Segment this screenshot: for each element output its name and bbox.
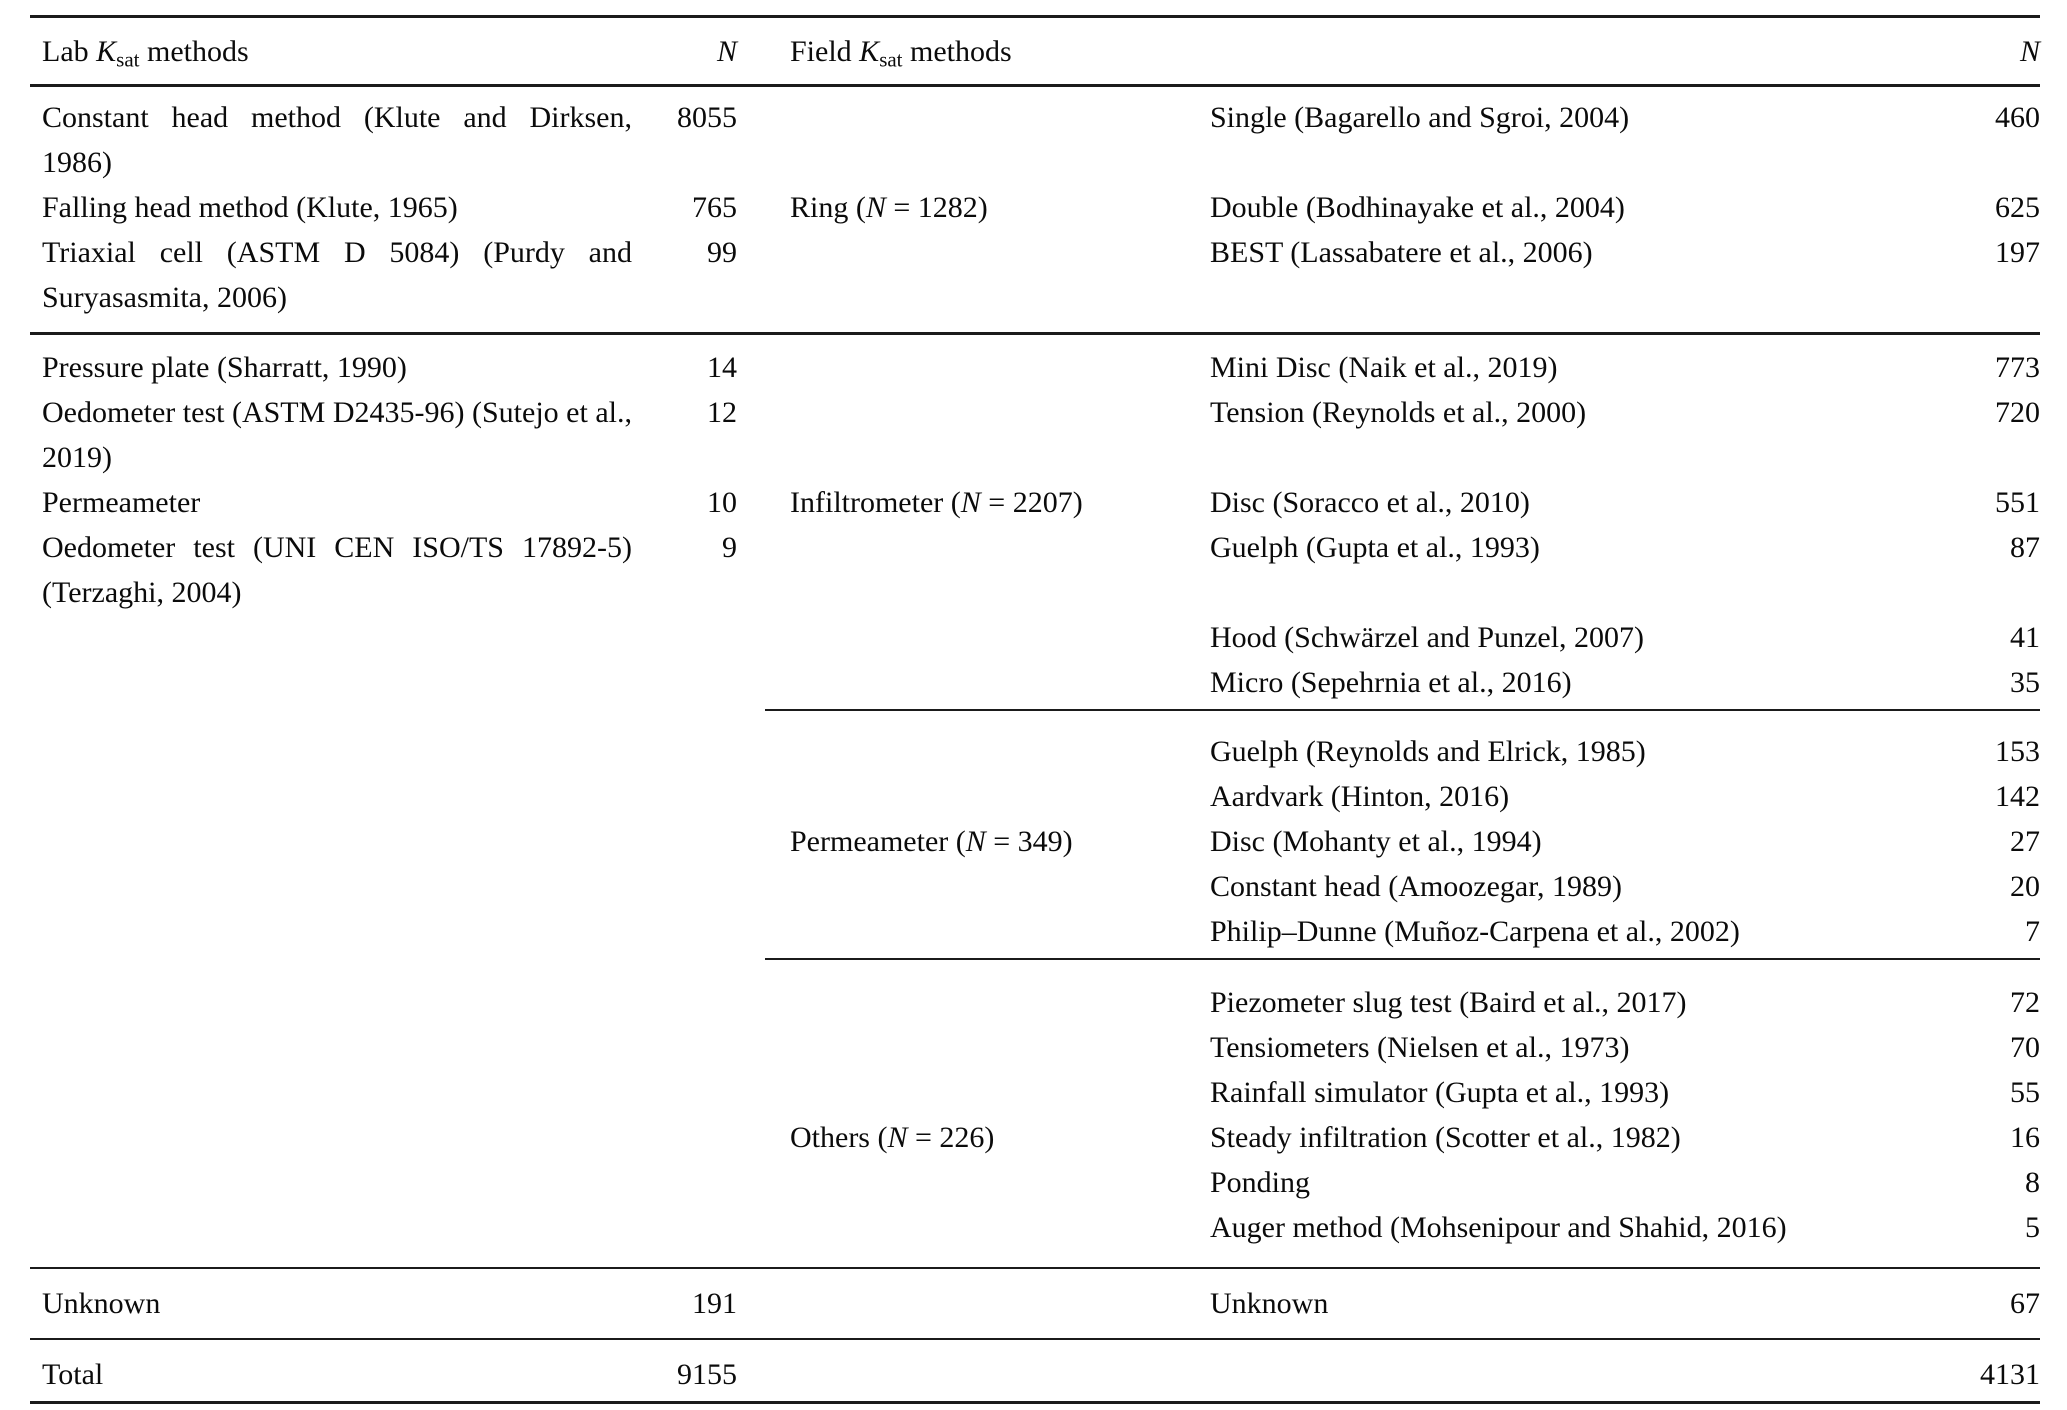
field-group-others xyxy=(765,958,2040,1267)
lab-method: Oedometer test (ASTM D2435-96) (Sutejo et al., 2019) xyxy=(42,396,632,474)
field-method-count: 20 xyxy=(2010,870,2040,903)
field-method: Steady infiltration (Scotter et al., 1982) xyxy=(1210,1121,1681,1154)
field-group-label-others: Others (N = 226) xyxy=(790,1121,995,1154)
lab-unknown-count: 191 xyxy=(692,1287,737,1320)
lab-method: Triaxial cell (ASTM D 5084) (Purdy and Suryasasmita, 2006) xyxy=(42,236,632,314)
field-unknown-label: Unknown xyxy=(1210,1287,1329,1320)
lab-method-count: 99 xyxy=(707,236,737,269)
field-method-count: 72 xyxy=(2010,986,2040,1019)
field-methods-header: Field $K_{sat}$ methods xyxy=(790,34,1012,71)
field-method: Disc (Mohanty et al., 1994) xyxy=(1210,825,1542,858)
field-method-count: 142 xyxy=(1995,780,2040,813)
field-method-count: 27 xyxy=(2010,825,2040,858)
field-method: Guelph (Gupta et al., 1993) xyxy=(1210,531,1540,564)
field-method: Tensiometers (Nielsen et al., 1973) xyxy=(1210,1031,1630,1064)
field-group-label-ring: Ring (N = 1282) xyxy=(790,191,988,224)
field-method-count: 625 xyxy=(1995,191,2040,224)
field-method-count: 41 xyxy=(2010,621,2040,654)
lab-unknown-label: Unknown xyxy=(42,1287,161,1320)
total-row xyxy=(30,1338,2040,1404)
field-method-count: 87 xyxy=(2010,531,2040,564)
lab-n-header: N xyxy=(716,34,737,68)
field-method: Tension (Reynolds et al., 2000) xyxy=(1210,396,1587,429)
lab-method-count: 10 xyxy=(707,486,737,519)
lab-method-count: 9 xyxy=(722,531,737,564)
field-method: Single (Bagarello and Sgroi, 2004) xyxy=(1210,101,1630,134)
field-methods-groups xyxy=(765,335,2040,1267)
field-method-count: 720 xyxy=(1995,396,2040,429)
lab-method: Pressure plate (Sharratt, 1990) xyxy=(42,351,407,384)
field-method: Piezometer slug test (Baird et al., 2017) xyxy=(1210,986,1687,1019)
field-method: BEST (Lassabatere et al., 2006) xyxy=(1210,236,1593,269)
field-method-count: 8 xyxy=(2025,1166,2040,1199)
ksat-methods-table xyxy=(30,15,2040,1404)
lab-method: Permeameter xyxy=(42,486,201,519)
field-method-count: 55 xyxy=(2010,1076,2040,1109)
field-method-count: 7 xyxy=(2025,915,2040,948)
field-unknown-count: 67 xyxy=(2010,1287,2040,1320)
field-method: Philip–Dunne (Muñoz-Carpena et al., 2002) xyxy=(1210,915,1740,948)
field-method-count: 5 xyxy=(2025,1211,2040,1244)
field-method-count: 70 xyxy=(2010,1031,2040,1064)
lab-method: Constant head method (Klute and Dirksen, 1986) xyxy=(42,101,632,179)
field-method: Rainfall simulator (Gupta et al., 1993) xyxy=(1210,1076,1670,1109)
field-method-count: 551 xyxy=(1995,486,2040,519)
lab-method: Oedometer test (UNI CEN ISO/TS 17892-5) (Terzaghi, 2004) xyxy=(42,531,632,609)
field-method-count: 197 xyxy=(1995,236,2040,269)
lab-method: Falling head method (Klute, 1965) xyxy=(42,191,458,224)
lab-total-count: 9155 xyxy=(677,1358,737,1391)
table-header-row xyxy=(30,18,2040,87)
field-method-count: 16 xyxy=(2010,1121,2040,1154)
table-section-1 xyxy=(30,87,2040,335)
field-method: Hood (Schwärzel and Punzel, 2007) xyxy=(1210,621,1645,654)
lab-method-count: 14 xyxy=(707,351,737,384)
field-method: Micro (Sepehrnia et al., 2016) xyxy=(1210,666,1572,699)
unknown-row xyxy=(30,1267,2040,1338)
field-method: Aardvark (Hinton, 2016) xyxy=(1210,780,1510,813)
field-total-count: 4131 xyxy=(1980,1358,2040,1391)
field-method: Mini Disc (Naik et al., 2019) xyxy=(1210,351,1558,384)
lab-methods-header: Lab $K_{sat}$ methods xyxy=(42,34,249,71)
field-method-count: 153 xyxy=(1995,735,2040,768)
field-method: Double (Bodhinayake et al., 2004) xyxy=(1210,191,1625,224)
field-method: Guelph (Reynolds and Elrick, 1985) xyxy=(1210,735,1646,768)
field-method-count: 35 xyxy=(2010,666,2040,699)
table-section-2 xyxy=(30,335,2040,1267)
lab-method-count: 12 xyxy=(707,396,737,429)
field-method-count: 773 xyxy=(1995,351,2040,384)
field-group-permeameter xyxy=(765,709,2040,958)
field-group-label-infiltrometer: Infiltrometer (N = 2207) xyxy=(790,486,1083,519)
field-n-header: N xyxy=(2019,34,2040,68)
field-method: Disc (Soracco et al., 2010) xyxy=(1210,486,1530,519)
field-method-count: 460 xyxy=(1995,101,2040,134)
lab-methods-block-2 xyxy=(30,335,765,1267)
field-method: Constant head (Amoozegar, 1989) xyxy=(1210,870,1623,903)
lab-method-count: 8055 xyxy=(677,101,737,134)
field-method: Auger method (Mohsenipour and Shahid, 2016) xyxy=(1210,1211,1787,1244)
field-group-infiltrometer xyxy=(765,335,2040,709)
field-group-label-permeameter: Permeameter (N = 349) xyxy=(790,825,1073,858)
field-method: Ponding xyxy=(1210,1166,1311,1199)
total-label: Total xyxy=(42,1358,104,1391)
lab-method-count: 765 xyxy=(692,191,737,224)
